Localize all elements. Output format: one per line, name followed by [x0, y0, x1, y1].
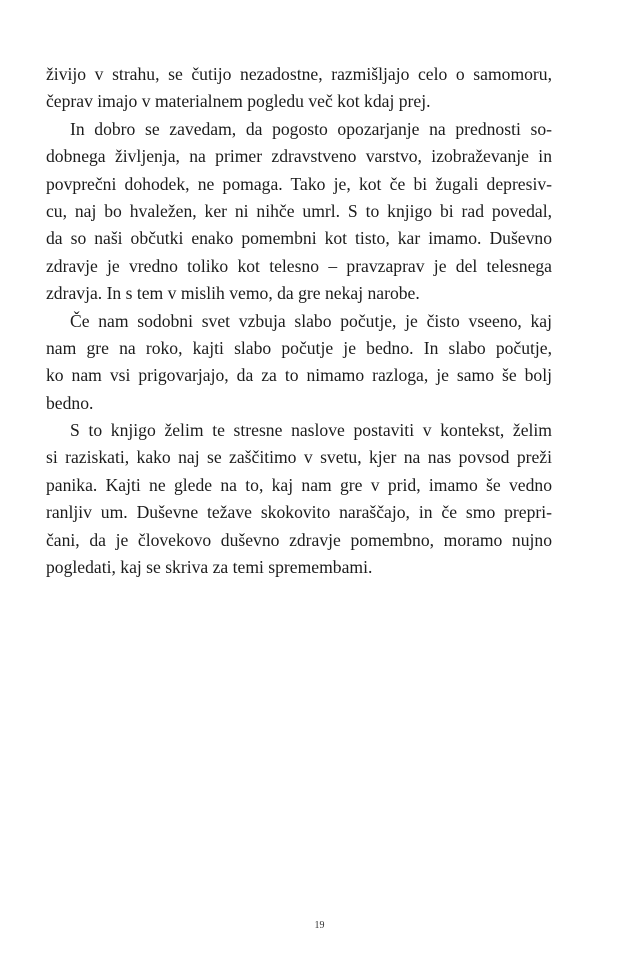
- text-line: bedno.: [46, 392, 94, 413]
- text-line: zdravja. In s tem v mislih vemo, da gre nekaj narobe.: [46, 283, 420, 304]
- text-line: ko nam vsi prigovarjajo, da za to nimamo razloga, je samo še bolj: [46, 365, 552, 386]
- paragraph: [46, 308, 552, 418]
- text-line: povprečni dohodek, ne pomaga. Tako je, kot če bi žugali depresiv-: [46, 173, 552, 194]
- text-line: S to knjigo želim te stresne naslove postaviti v kontekst, želim: [70, 420, 552, 441]
- text-line: pogledati, kaj se skriva za temi spremembami.: [46, 557, 373, 578]
- text-line: da so naši občutki enako pomembni kot tisto, kar imamo. Duševno: [46, 228, 552, 249]
- text-line: zdravje je vredno toliko kot telesno – pravzaprav je del telesnega: [46, 255, 552, 276]
- text-line: čeprav imajo v materialnem pogledu več kot kdaj prej.: [46, 91, 431, 112]
- text-line: čani, da je človekovo duševno zdravje pomembno, moramo nujno: [46, 529, 552, 550]
- paragraph: [46, 116, 552, 308]
- text-line: ranljiv um. Duševne težave skokovito naraščajo, in če smo prepri-: [46, 502, 552, 523]
- text-line: cu, naj bo hvaležen, ker ni nihče umrl. S to knjigo bi rad povedal,: [46, 200, 552, 221]
- text-line: dobnega življenja, na primer zdravstveno varstvo, izobraževanje in: [46, 146, 552, 167]
- paragraph: [46, 417, 552, 581]
- text-line: si raziskati, kako naj se zaščitimo v svetu, kjer na nas povsod preži: [46, 447, 552, 468]
- text-line: panika. Kajti ne glede na to, kaj nam gre v prid, imamo še vedno: [46, 474, 552, 495]
- text-line: živijo v strahu, se čutijo nezadostne, razmišljajo celo o samomoru,: [46, 64, 552, 84]
- text-line: In dobro se zavedam, da pogosto opozarjanje na prednosti so-: [70, 118, 552, 139]
- page-number: 19: [314, 920, 325, 931]
- text-line: Če nam sodobni svet vzbuja slabo počutje, je čisto vseeno, kaj: [70, 310, 552, 331]
- text-line: nam gre na roko, kajti slabo počutje je bedno. In slabo počutje,: [46, 337, 552, 358]
- page-body: [46, 61, 552, 581]
- paragraph: [46, 61, 552, 116]
